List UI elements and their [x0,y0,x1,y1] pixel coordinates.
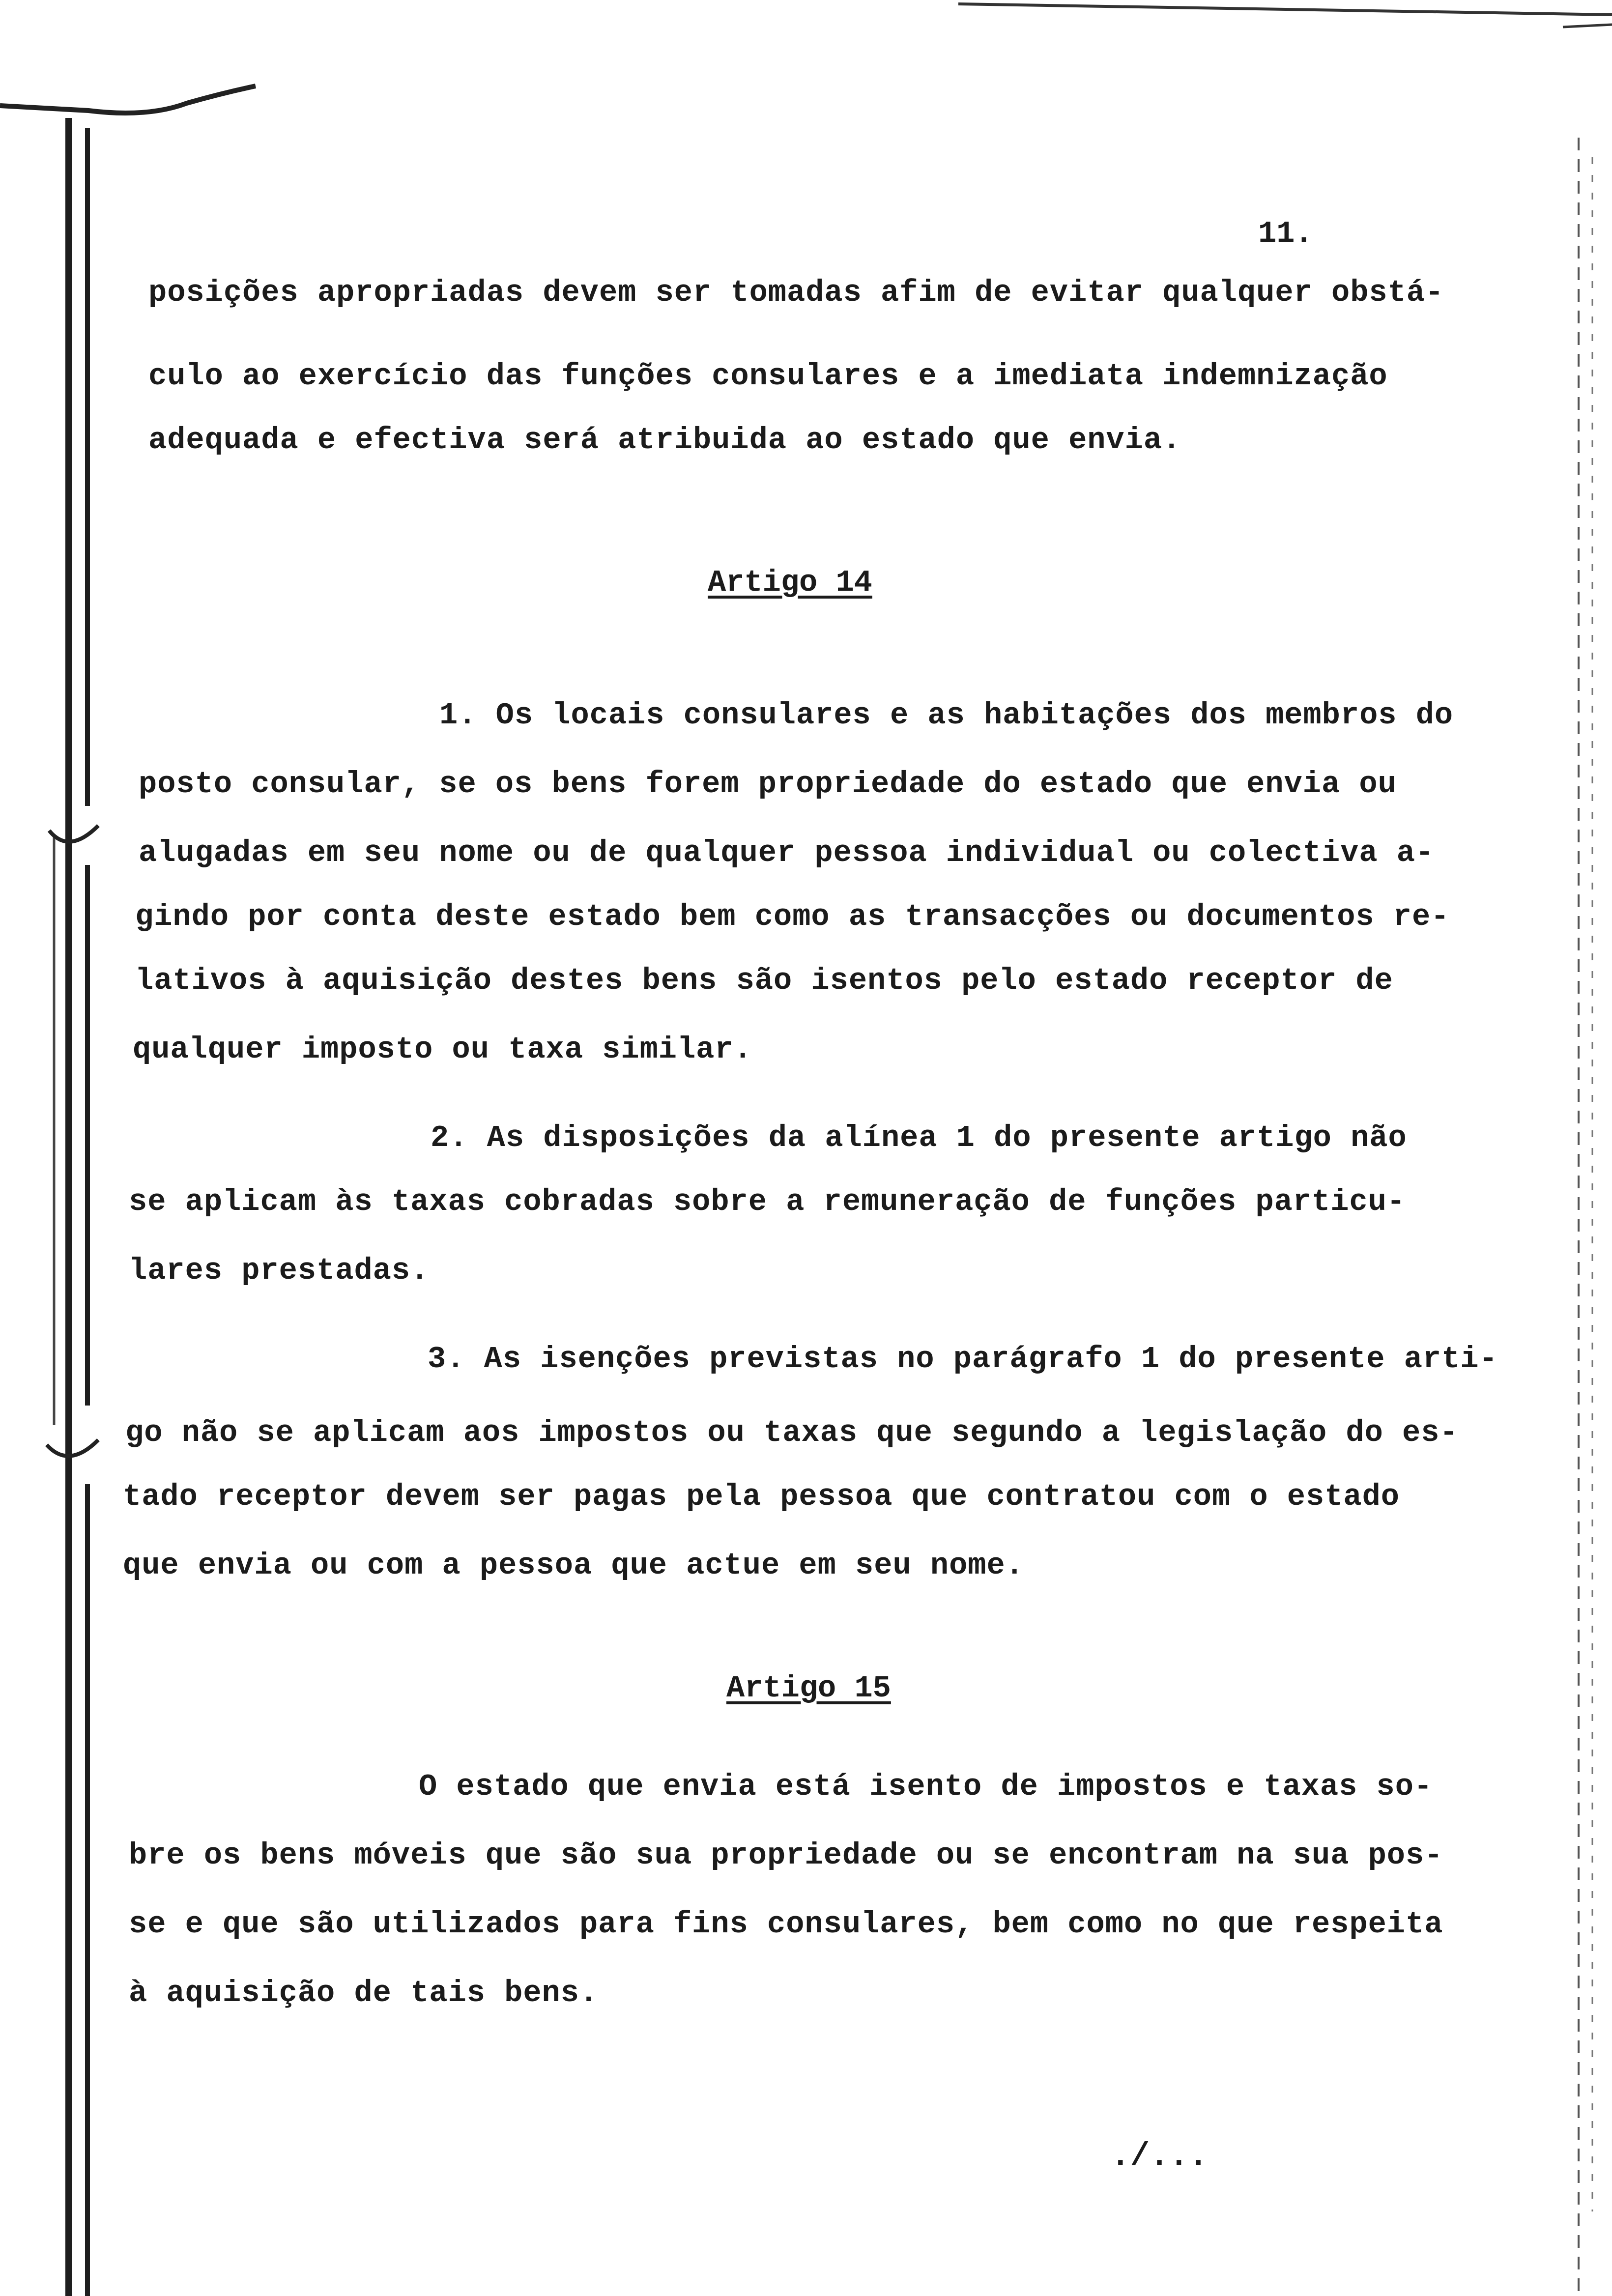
text-line: culo ao exercício das funções consulares e a imediata indemnização [148,359,1388,394]
text-line: 1. Os locais consulares e as habitações dos membros do [439,698,1454,733]
text-line: O estado que envia está isento de impostos e taxas so- [419,1769,1433,1804]
text-line: posto consular, se os bens forem propriedade do estado que envia ou [139,767,1397,802]
continuation-mark: ./... [1111,2138,1209,2175]
text-line: alugadas em seu nome ou de qualquer pessoa individual ou colectiva a- [139,835,1435,870]
article-15-heading: Artigo 15 [726,1671,891,1706]
text-line: tado receptor devem ser pagas pela pessoa que contratou com o estado [123,1479,1400,1514]
text-line: 3. As isenções previstas no parágrafo 1 do presente arti- [428,1342,1498,1377]
text-line: posições apropriadas devem ser tomadas afim de evitar qualquer obstá- [148,275,1444,310]
text-line: se e que são utilizados para fins consulares, bem como no que respeita [129,1907,1443,1942]
text-line: à aquisição de tais bens. [129,1976,599,2010]
page-number: 11. [1258,216,1313,251]
text-line: lares prestadas. [129,1253,430,1288]
text-line: lativos à aquisição destes bens são isentos pelo estado receptor de [135,963,1393,998]
text-line: go não se aplicam aos impostos ou taxas que segundo a legislação do es- [125,1415,1459,1450]
text-line: se aplicam às taxas cobradas sobre a remuneração de funções particu- [129,1184,1406,1219]
article-14-heading: Artigo 14 [708,565,872,600]
text-line: que envia ou com a pessoa que actue em seu nome. [123,1548,1024,1583]
text-line: adequada e efectiva será atribuida ao estado que envia. [148,423,1181,458]
text-line: 2. As disposições da alínea 1 do presente artigo não [431,1120,1407,1155]
text-line: bre os bens móveis que são sua propriedade ou se encontram na sua pos- [129,1838,1443,1873]
text-line: gindo por conta deste estado bem como as transacções ou documentos re- [135,899,1450,934]
text-line: qualquer imposto ou taxa similar. [133,1032,752,1067]
